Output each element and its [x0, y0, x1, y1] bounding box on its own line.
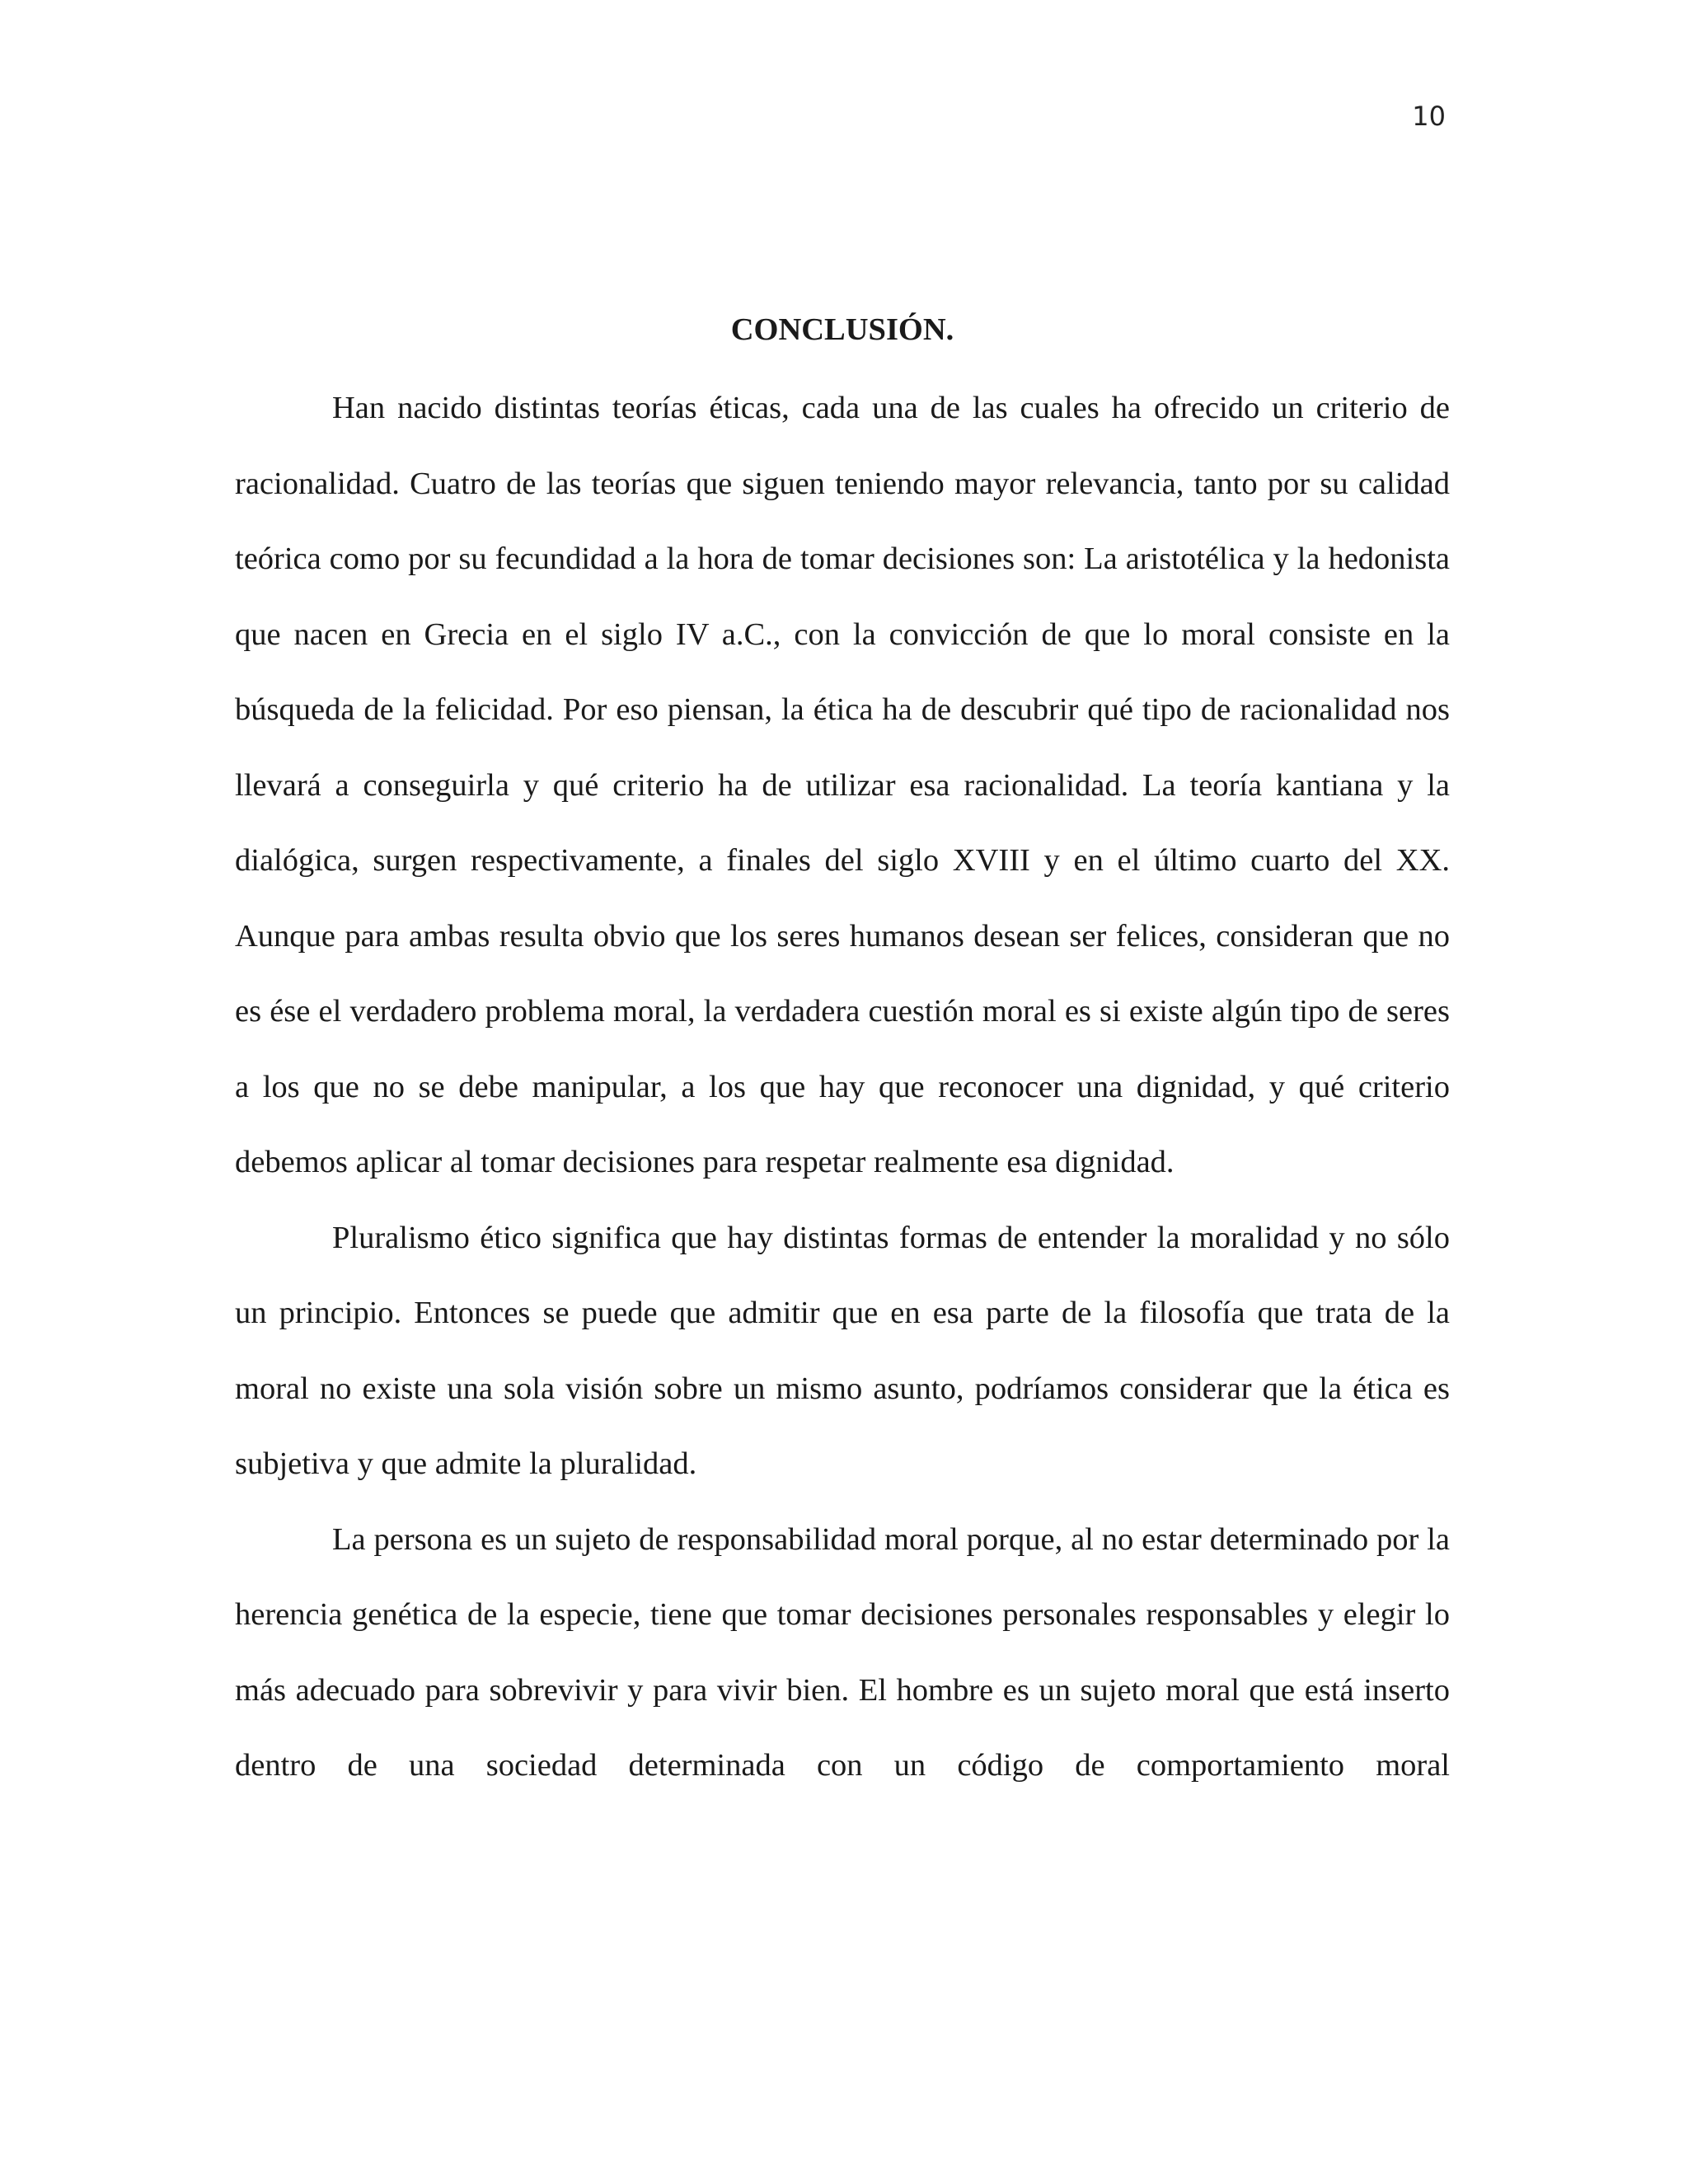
- paragraph-3: La persona es un sujeto de responsabilidad moral porque, al no estar determinado por la herencia genética de la especie, tiene que tomar decisiones personales responsables y elegir lo más adecuado para sobrevivir y para vivir bien. El hombre es un sujeto moral que está inserto dentro de una sociedad determinada con un código de comportamiento moral: [235, 1521, 1450, 1783]
- section-heading: CONCLUSIÓN.: [730, 312, 954, 347]
- page-number: 10: [1412, 101, 1446, 132]
- paragraph-2: Pluralismo ético significa que hay distintas formas de entender la moralidad y no sólo un principio. Entonces se puede que admitir que en esa parte de la filosofía que trata de la moral no existe una sola visión sobre un mismo asunto, podríamos considerar que la ética es subjetiva y que admite la pluralidad.: [235, 1220, 1450, 1481]
- document-body: [235, 305, 1450, 1804]
- paragraph-1: Han nacido distintas teorías éticas, cada una de las cuales ha ofrecido un criterio de racionalidad. Cuatro de las teorías que siguen teniendo mayor relevancia, tanto por su calidad teórica como por su fecundidad a la hora de tomar decisiones son: La aristotélica y la hedonista que nacen en Grecia en el siglo IV a.C., con la convicción de que lo moral consiste en la búsqueda de la felicidad. Por eso piensan, la ética ha de descubrir qué tipo de racionalidad nos llevará a conseguirla y qué criterio ha de utilizar esa racionalidad. La teoría kantiana y la dialógica, surgen respectivamente, a finales del siglo XVIII y en el último cuarto del XX. Aunque para ambas resulta obvio que los seres humanos desean ser felices, consideran que no es ése el verdadero problema moral, la verdadera cuestión moral es si existe algún tipo de seres a los que no se debe manipular, a los que hay que reconocer una dignidad, y qué criterio debemos aplicar al tomar decisiones para respetar realmente esa dignidad.: [235, 391, 1450, 1179]
